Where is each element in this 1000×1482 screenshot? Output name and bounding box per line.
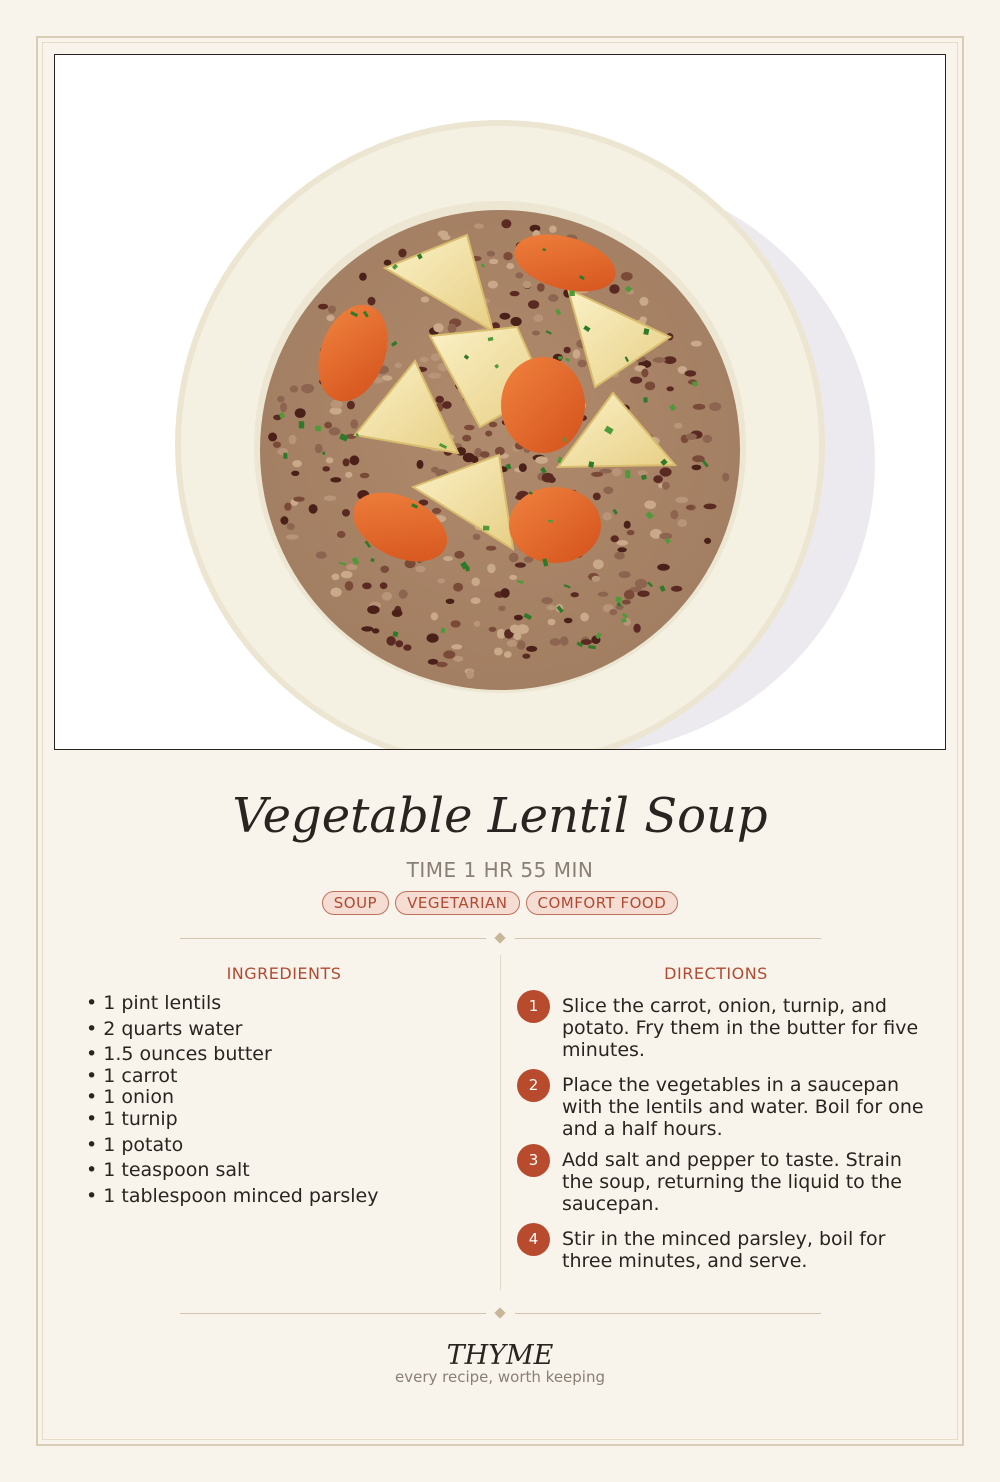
ingredient-item: • 1 turnip: [86, 1108, 178, 1130]
brand-logo: THYME: [446, 1340, 554, 1371]
step-number-badge: 3: [517, 1144, 550, 1177]
step-text: Slice the carrot, onion, turnip, and potato. Fry them in the butter for five minutes.: [562, 995, 919, 1061]
ingredient-item: • 1 potato: [86, 1134, 184, 1156]
step-text: Stir in the minced parsley, boil for three minutes, and serve.: [562, 1228, 886, 1272]
step-text: Place the vegetables in a saucepan with the lentils and water. Boil for one and a half hours.: [562, 1074, 924, 1140]
recipe-title: Vegetable Lentil Soup: [232, 788, 768, 844]
divider-diamond-icon: [494, 1307, 505, 1318]
step-text: Add salt and pepper to taste. Strain the soup, returning the liquid to the saucepan.: [562, 1149, 902, 1215]
ingredient-item: • 1 carrot: [86, 1065, 178, 1087]
top-divider: [180, 933, 821, 945]
tag-comfort-food[interactable]: COMFORT FOOD: [526, 891, 679, 915]
step-number-badge: 4: [517, 1223, 550, 1256]
ingredient-item: • 1 teaspoon salt: [86, 1159, 250, 1181]
column-separator: [500, 955, 501, 1290]
ingredient-item: • 1 tablespoon minced parsley: [86, 1185, 379, 1207]
soup-illustration: [54, 54, 946, 750]
ingredient-item: • 1 onion: [86, 1086, 174, 1108]
tag-soup[interactable]: SOUP: [322, 891, 389, 915]
ingredients-heading: INGREDIENTS: [226, 964, 342, 983]
divider-diamond-icon: [494, 932, 505, 943]
cook-time: TIME 1 HR 55 MIN: [406, 858, 594, 882]
ingredient-item: • 1 pint lentils: [86, 992, 222, 1014]
step-number-badge: 2: [517, 1069, 550, 1102]
bottom-divider: [180, 1308, 821, 1320]
ingredient-item: • 1.5 ounces butter: [86, 1043, 272, 1065]
brand-tagline: every recipe, worth keeping: [394, 1368, 605, 1386]
directions-heading: DIRECTIONS: [664, 964, 768, 983]
tag-list: [0, 891, 1000, 915]
tag-vegetarian[interactable]: VEGETARIAN: [395, 891, 519, 915]
ingredient-item: • 2 quarts water: [86, 1018, 243, 1040]
step-number-badge: 1: [517, 990, 550, 1023]
